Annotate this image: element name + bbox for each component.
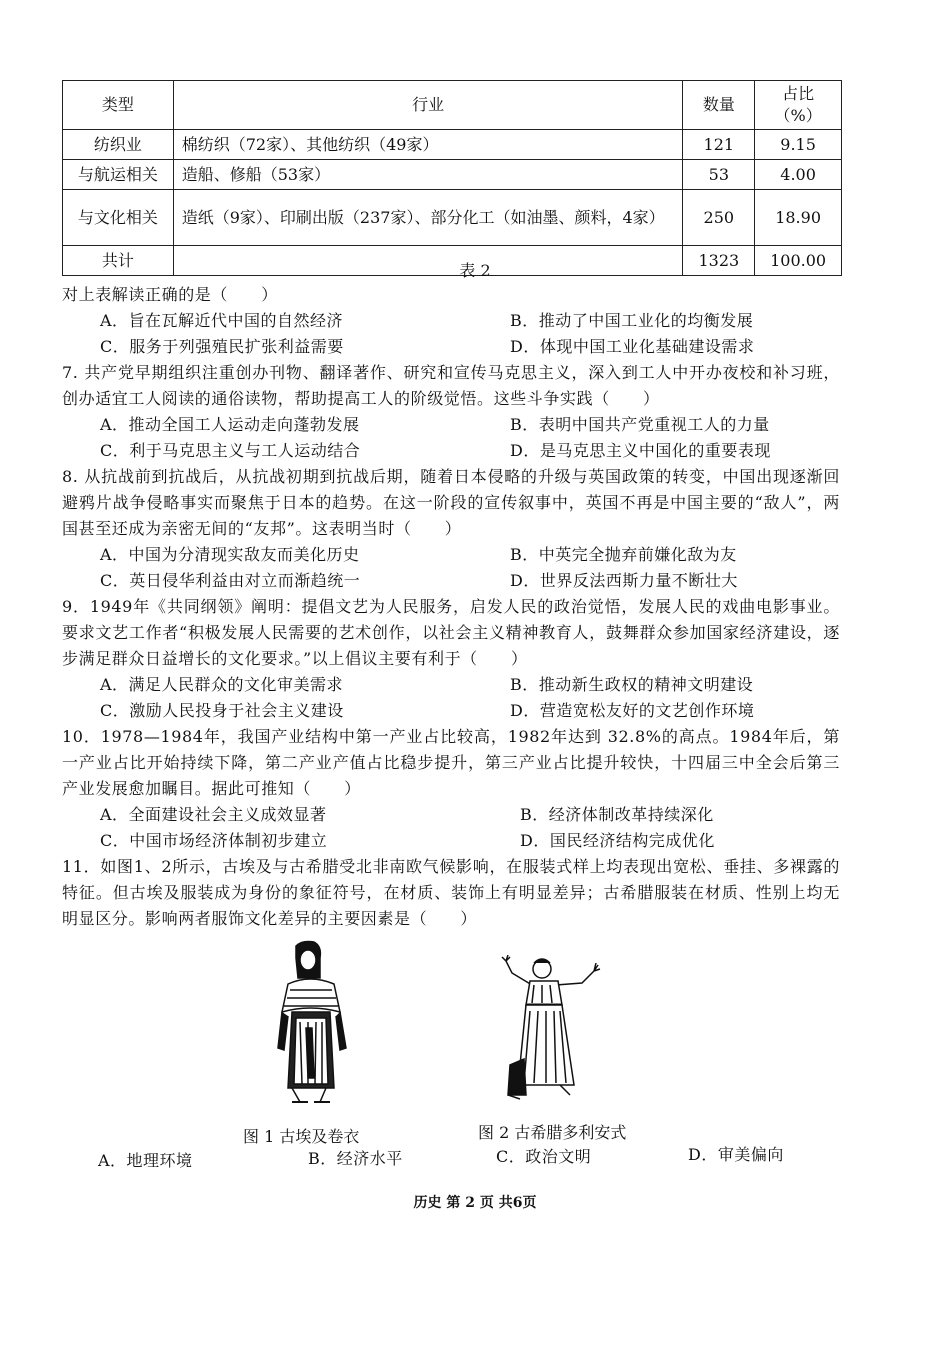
table-header: 数量 <box>683 81 755 130</box>
page-footer: 历史 第 2 页 共6页 <box>413 1195 537 1211</box>
q7-option-a: A．推动全国工人运动走向蓬勃发展 <box>100 415 360 434</box>
q6-option-a: A．旨在瓦解近代中国的自然经济 <box>100 311 344 330</box>
q7-option-b: B．表明中国共产党重视工人的力量 <box>510 415 770 434</box>
figure-2-caption: 图 2 古希腊多利安式 <box>478 1123 627 1142</box>
q9-option-a: A．满足人民群众的文化审美需求 <box>100 675 344 694</box>
greek-figure-illustration <box>490 955 610 1105</box>
table-cell: 造纸（9家）、印刷出版（237家）、部分化工（如油墨、颜料，4家） <box>173 190 683 246</box>
table-cell: 100.00 <box>755 246 842 276</box>
q11-option-c: C．政治文明 <box>496 1147 592 1166</box>
egyptian-figure-illustration <box>262 938 362 1108</box>
question-8-stem: 8. 从抗战前到抗战后，从抗战初期到抗战后期，随着日本侵略的升级与英国政策的转变，中国出现逐渐回避鸦片战争侵略事实而聚焦于日本的趋势。在这一阶段的宣传叙事中，英国不再是中国主要的“敌人”，两国甚至还成为亲密无间的“友邦”。这表明当时（ ） <box>62 467 840 538</box>
q10-option-c: C．中国市场经济体制初步建立 <box>100 831 328 850</box>
table-cell: 4.00 <box>755 160 842 190</box>
table-header-row <box>63 81 842 130</box>
q10-option-d: D．国民经济结构完成优化 <box>520 831 715 850</box>
q7-option-c: C．利于马克思主义与工人运动结合 <box>100 441 361 460</box>
q8-option-d: D．世界反法西斯力量不断壮大 <box>510 571 738 590</box>
table-row <box>63 130 842 160</box>
q9-option-c: C．激励人民投身于社会主义建设 <box>100 701 344 720</box>
table-cell: 与文化相关 <box>63 190 174 246</box>
question-11-stem: 11．如图1、2所示，古埃及与古希腊受北非南欧气候影响，在服装式样上均表现出宽松、垂挂、多裸露的特征。但古埃及服装成为身份的象征符号，在材质、装饰上有明显差异；古希腊服装在材质、性别上均无明显区分。影响两者服饰文化差异的主要因素是（ ） <box>62 857 840 928</box>
table-header: 占比（%） <box>755 81 842 130</box>
q10-option-a: A．全面建设社会主义成效显著 <box>100 805 327 824</box>
question-10-stem: 10．1978—1984年，我国产业结构中第一产业占比较高，1982年达到 32.8%的高点。1984年后，第一产业占比开始持续下降，第二产业产值占比稳步提升，第三产业占比提升较快，十四届三中全会后第三产业发展愈加瞩目。据此可推知（ ） <box>62 727 840 798</box>
q11-option-d: D．审美偏向 <box>688 1145 784 1164</box>
table-cell: 棉纺织（72家）、其他纺织（49家） <box>173 130 683 160</box>
q7-option-d: D．是马克思主义中国化的重要表现 <box>510 441 771 460</box>
table-cell: 共计 <box>63 246 174 276</box>
table-cell: 121 <box>683 130 755 160</box>
industry-table <box>62 80 842 276</box>
table-cell: 53 <box>683 160 755 190</box>
question-9-stem: 9．1949年《共同纲领》阐明：提倡文艺为人民服务，启发人民的政治觉悟，发展人民的戏曲电影事业。要求文艺工作者“积极发展人民需要的艺术创作，以社会主义精神教育人，鼓舞群众参加国家经济建设，逐步满足群众日益增长的文化要求。”以上倡议主要有利于（ ） <box>62 597 840 668</box>
q10-option-b: B．经济体制改革持续深化 <box>520 805 714 824</box>
table-cell: 250 <box>683 190 755 246</box>
q8-option-c: C．英日侵华利益由对立而渐趋统一 <box>100 571 361 590</box>
q11-option-b: B．经济水平 <box>308 1149 403 1168</box>
table-cell: 纺织业 <box>63 130 174 160</box>
table-cell: 与航运相关 <box>63 160 174 190</box>
q6-option-d: D．体现中国工业化基础建设需求 <box>510 337 755 356</box>
q8-option-b: B．中英完全抛弃前嫌化敌为友 <box>510 545 737 564</box>
question-6-stem: 对上表解读正确的是（ ） <box>62 285 278 304</box>
question-7-stem: 7. 共产党早期组织注重创办刊物、翻译著作、研究和宣传马克思主义，深入到工人中开办夜校和补习班，创办适宜工人阅读的通俗读物，帮助提高工人的阶级觉悟。这些斗争实践（ ） <box>62 363 840 408</box>
figure-1-caption: 图 1 古埃及卷衣 <box>243 1127 360 1146</box>
table-cell: 造船、修船（53家） <box>173 160 683 190</box>
q9-option-b: B．推动新生政权的精神文明建设 <box>510 675 754 694</box>
table-cell: 18.90 <box>755 190 842 246</box>
q8-option-a: A．中国为分清现实敌友而美化历史 <box>100 545 360 564</box>
table-row <box>63 190 842 246</box>
table-cell: 9.15 <box>755 130 842 160</box>
table-cell: 1323 <box>683 246 755 276</box>
q6-option-c: C．服务于列强殖民扩张利益需要 <box>100 337 344 356</box>
table-header: 行业 <box>173 81 683 130</box>
table-caption: 表 2 <box>459 261 491 280</box>
q6-option-b: B．推动了中国工业化的均衡发展 <box>510 311 754 330</box>
table-row <box>63 160 842 190</box>
table-header: 类型 <box>63 81 174 130</box>
q11-option-a: A．地理环境 <box>98 1151 193 1170</box>
q9-option-d: D．营造宽松友好的文艺创作环境 <box>510 701 755 720</box>
